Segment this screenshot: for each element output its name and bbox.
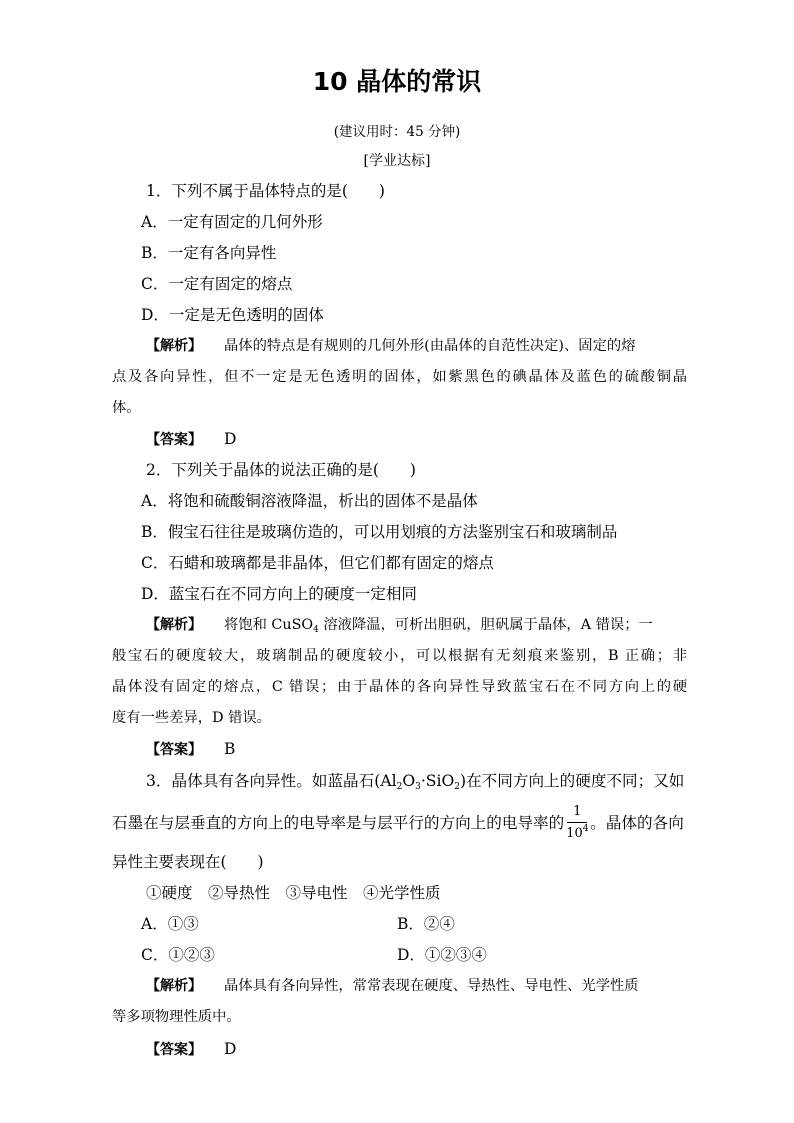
q1-answer-value: D (224, 430, 237, 448)
q3-option-c: C．①②③ (141, 946, 215, 964)
q3-option-a: A．①③ (141, 915, 199, 933)
q2-option-c: C．石蜡和玻璃都是非晶体，但它们都有固定的熔点 (141, 554, 494, 572)
q3-analysis-text-1: 晶体具有各向异性，常常表现在硬度、导热性、导电性、光学性质 (224, 978, 639, 994)
q1-stem: 1．下列不属于晶体特点的是( ) (146, 182, 385, 200)
page-title: 10 晶体的常识 (312, 67, 482, 96)
q2-analysis-line-2: 般宝石的硬度较大，玻璃制品的硬度较小，可以根据有无刻痕来鉴别，B 正确；非 (112, 648, 687, 664)
section-heading: [学业达标] (363, 153, 431, 169)
q3-analysis-line-1 (146, 976, 639, 996)
analysis-label: 【解析】 (146, 338, 202, 354)
q1-option-b: B．一定有各向异性 (141, 244, 277, 262)
fraction-one-over-ten-to-four: $\frac{1}{10^4}$ (566, 804, 589, 841)
q3-answer-value: D (224, 1040, 237, 1058)
q2-stem: 2．下列关于晶体的说法正确的是( ) (146, 461, 416, 479)
q2-option-a: A．将饱和硫酸铜溶液降温，析出的固体不是晶体 (141, 492, 478, 510)
analysis-label: 【解析】 (146, 978, 202, 994)
q3-stem-line-3: 异性主要表现在( ) (112, 853, 264, 871)
answer-label: 【答案】 (146, 1042, 202, 1058)
answer-label: 【答案】 (146, 432, 202, 448)
q3-stem-line-2: 石墨在与层垂直的方向上的电导率是与层平行的方向上的电导率的 $\frac{1}{10^4}$ 。晶体的各向 (112, 804, 684, 841)
q3-analysis-line-2: 等多项物理性质中。 (112, 1009, 241, 1025)
q1-option-a: A．一定有固定的几何外形 (141, 213, 323, 231)
q1-option-c: C．一定有固定的熔点 (141, 275, 293, 293)
q3-option-d: D．①②③④ (397, 946, 487, 964)
q2-analysis-line-1: 【解析】 将饱和 CuSO$_4$ 溶液降温，可析出胆矾，胆矾属于晶体，A 错误；一 (146, 617, 653, 635)
q2-option-d: D．蓝宝石在不同方向上的硬度一定相同 (141, 585, 417, 603)
q3-items: ①硬度 ②导热性 ③导电性 ④光学性质 (146, 884, 441, 902)
q3-option-b: B．②④ (397, 915, 455, 933)
q2-analysis-line-3: 晶体没有固定的熔点，C 错误；由于晶体的各向异性导致蓝宝石在不同方向上的硬 (112, 679, 687, 695)
q3-answer (146, 1039, 236, 1060)
q1-analysis-line-2: 点及各向异性，但不一定是无色透明的固体，如紫黑色的碘晶体及蓝色的硫酸铜晶 (112, 369, 687, 385)
answer-label: 【答案】 (146, 742, 202, 758)
analysis-label: 【解析】 (146, 617, 202, 633)
q1-analysis-line-1 (146, 336, 635, 356)
q3-stem-line-1: 3．晶体具有各向异性。如蓝晶石$(Al_2O_3\cdot SiO_2)$在不同方向上的硬度不同；又如 (146, 772, 685, 792)
suggested-time: (建议用时：45 分钟) (333, 124, 461, 140)
q1-answer (146, 429, 236, 450)
q2-answer (146, 739, 235, 760)
q2-option-b: B．假宝石往往是玻璃仿造的，可以用划痕的方法鉴别宝石和玻璃制品 (141, 523, 618, 541)
q1-analysis-text-1: 晶体的特点是有规则的几何外形(由晶体的自范性决定)、固定的熔 (224, 338, 636, 354)
q1-option-d: D．一定是无色透明的固体 (141, 306, 324, 324)
q1-analysis-line-3: 体。 (112, 400, 141, 416)
q2-analysis-line-4: 度有一些差异，D 错误。 (112, 710, 271, 726)
q2-answer-value: B (224, 740, 236, 758)
